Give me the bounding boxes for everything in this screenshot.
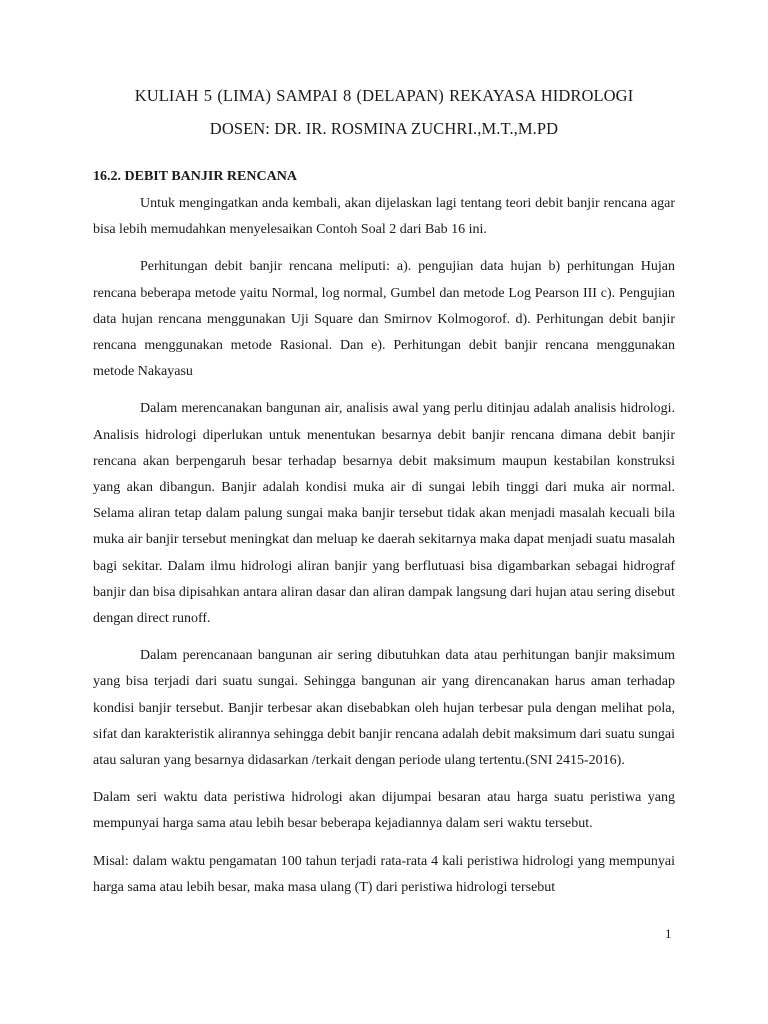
- lecturer-line: DOSEN: DR. IR. ROSMINA ZUCHRI.,M.T.,M.PD: [209, 119, 559, 138]
- paragraph-intro: Untuk mengingatkan anda kembali, akan dijelaskan lagi tentang teori debit banjir rencana agar bisa lebih memudahkan menyelesaikan Contoh Soal 2 dari Bab 16 ini.: [93, 196, 675, 238]
- page-number: 1: [665, 926, 672, 941]
- paragraph-steps: Perhitungan debit banjir rencana meliputi: a). pengujian data hujan b) perhitungan Hujan rencana beberapa metode yaitu Normal, log normal, Gumbel dan metode Log Pearson III c). Pengujian data hujan rencana menggunakan Uji Square dan Smirnov Kolmogorof. d). Perhitungan debit banjir rencana menggunakan metode Rasional. Dan e). Perhitungan debit banjir rencana menggunakan metode Nakayasu: [93, 259, 675, 380]
- section-heading: 16.2. DEBIT BANJIR RENCANA: [93, 169, 297, 184]
- paragraph-time-series: Dalam seri waktu data peristiwa hidrologi akan dijumpai besaran atau harga suatu peristiwa yang mempunyai harga sama atau lebih besar beberapa kejadiannya dalam seri waktu tersebut.: [93, 790, 675, 832]
- paragraph-example: Misal: dalam waktu pengamatan 100 tahun terjadi rata-rata 4 kali peristiwa hidrologi yang mempunyai harga sama atau lebih besar, maka masa ulang (T) dari peristiwa hidrologi tersebut: [93, 853, 675, 895]
- document-page: [93, 86, 675, 912]
- paragraph-hydrology-analysis: Dalam merencanakan bangunan air, analisis awal yang perlu ditinjau adalah analisis hidrologi. Analisis hidrologi diperlukan untuk menentukan besarnya debit banjir rencana dimana debit banjir rencana akan berpengaruh besar terhadap besarnya debit maksimum maupun kestabilan konstruksi yang akan dibangun. Banjir adalah kondisi muka air di sungai lebih tinggi dari muka air normal. Selama aliran tetap dalam palung sungai maka banjir tersebut tidak akan menjadi masalah kecuali bila muka air banjir tersebut meningkat dan meluap ke daerah sekitarnya maka dapat menjadi suatu masalah bagi sekitar. Dalam ilmu hidrologi aliran banjir yang berflutuasi bisa digambarkan sebagai hidrograf banjir dan bisa dipisahkan antara aliran dasar dan aliran dampak langsung dari hujan atau sering disebut dengan direct runoff.: [93, 401, 675, 627]
- course-title: KULIAH 5 (LIMA) SAMPAI 8 (DELAPAN) REKAYASA HIDROLOGI: [134, 86, 634, 105]
- paragraph-max-flood: Dalam perencanaan bangunan air sering dibutuhkan data atau perhitungan banjir maksimum yang bisa terjadi dari suatu sungai. Sehingga bangunan air yang direncanakan harus aman terhadap kondisi banjir tersebut. Banjir terbesar akan disebabkan oleh hujan terbesar pula dengan melihat pola, sifat dan karakteristik alirannya sehingga debit banjir rencana adalah debit maksimum dari suatu sungai atau saluran yang besarnya didasarkan /terkait dengan periode ulang tertentu.(SNI 2415-2016).: [93, 648, 675, 769]
